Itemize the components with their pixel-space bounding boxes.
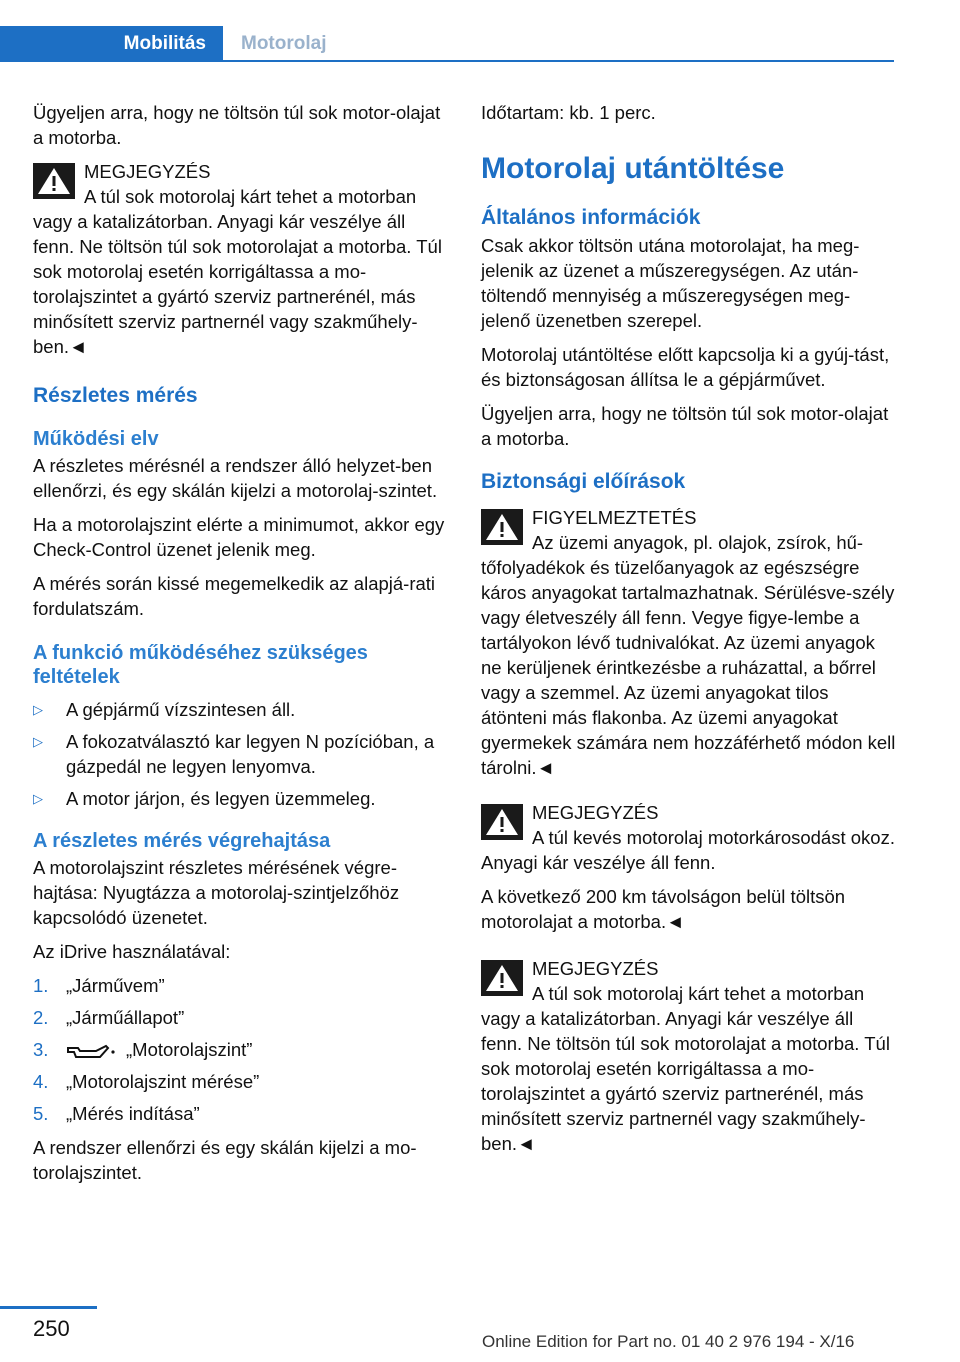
list-item: 5. „Mérés indítása” <box>33 1103 200 1124</box>
triangle-bullet-icon: ▷ <box>33 702 43 717</box>
footer-rule <box>0 1306 97 1309</box>
note-box-overfill <box>33 159 448 359</box>
list-item: ▷ A motor járjon, és legyen üzemmeleg. <box>33 788 376 809</box>
principle-paragraph-2: Ha a motorolajszint elérte a minimumot, akkor egy Check-Control üzenet jelenik meg. <box>33 514 445 560</box>
warning-triangle-icon <box>481 960 523 996</box>
principle-paragraph-3: A mérés során kissé megemelkedik az alapjá-rati fordulatszám. <box>33 573 436 619</box>
duration-paragraph: Időtartam: kb. 1 perc. <box>481 102 656 123</box>
list-item: ▷ A gépjármű vízszintesen áll. <box>33 699 296 720</box>
heading-safety-rules: Biztonsági előírások <box>481 470 686 493</box>
note-text: A következő 200 km távolságon belül töltsön motorolajat a motorba.◄ <box>481 886 846 932</box>
result-paragraph: A rendszer ellenőrzi és egy skálán kijelzi a mo-torolajszintet. <box>33 1137 417 1183</box>
warning-triangle-icon <box>33 163 75 199</box>
heading-operating-principle: Működési elv <box>33 428 159 450</box>
note-box-overfill <box>481 956 896 1156</box>
heading-oil-refill: Motorolaj utántöltése <box>481 152 785 185</box>
heading-detailed-measurement: Részletes mérés <box>33 384 198 407</box>
conditions-list <box>33 697 448 811</box>
right-column <box>481 100 896 1166</box>
note-title: MEGJEGYZÉS <box>84 161 211 182</box>
edition-note: Online Edition for Part no. 01 40 2 976 194 - X/16 <box>482 1332 855 1351</box>
warning-triangle-icon <box>481 509 523 545</box>
general-paragraph-3: Ügyeljen arra, hogy ne töltsön túl sok motor-olajat a motorba. <box>481 403 889 449</box>
principle-paragraph-1: A részletes mérésnél a rendszer álló helyzet-ben ellenőrzi, és egy skálán kijelzi a motorolaj-szintet. <box>33 455 438 501</box>
triangle-bullet-icon: ▷ <box>33 791 43 806</box>
left-column <box>33 100 448 1194</box>
note-text: A túl sok motorolaj kárt tehet a motorban vagy a katalizátorban. Anyagi kár veszélye áll fenn. Ne töltsön túl sok motorolajat a motorba. Túl sok motorolaj esetén korrigáltassa a mo-torolajszintet a gyártó szerviz partnerénél, más minősített szerviz partnernél vagy szakműhely-ben.◄ <box>481 983 890 1154</box>
warning-box-fluids <box>481 505 896 780</box>
triangle-bullet-icon: ▷ <box>33 734 43 749</box>
header-rule <box>0 60 894 62</box>
section-tab-motorolaj[interactable]: Motorolaj <box>241 33 327 54</box>
warning-text: Az üzemi anyagok, pl. olajok, zsírok, hű-tőfolyadékok és tüzelőanyagok az egészségre káros anyagokat tartalmazhatnak. Sérülésve-szély vagy életveszély áll fenn. Vegye figye-lembe a tartályokon lévő tudnivalókat. Az üzemi anyagok ne kerüljenek érintkezésbe a ruházattal, a bőrrel vagy a szemmel. Az üzemi anyagokat tilos átönteni más flakonba. Az üzemi anyagokat gyermekek számára nem hozzáférhető módon kell tárolni.◄ <box>481 532 896 778</box>
section-tab-mobilitas[interactable]: Mobilitás <box>0 26 223 62</box>
oil-can-icon <box>66 1042 116 1060</box>
execute-paragraph-1: A motorolajszint részletes mérésének végre-hajtása: Nyugtázza a motorolaj-szintjelzőhöz kapcsolódó üzenetet. <box>33 857 400 928</box>
heading-function-conditions: A funkció működéséhez szükséges feltételek <box>33 642 368 688</box>
list-item: 1. „Járművem” <box>33 975 165 996</box>
note-text: A túl sok motorolaj kárt tehet a motorban vagy a katalizátorban. Anyagi kár veszélye áll fenn. Ne töltsön túl sok motorolajat a motorba. Túl sok motorolaj esetén korrigáltassa a mo-torolajszintet a gyártó szerviz partnerénél, más minősített szerviz partnernél vagy szakműhely-ben.◄ <box>33 186 442 357</box>
note-title: MEGJEGYZÉS <box>532 802 659 823</box>
general-paragraph-2: Motorolaj utántöltése előtt kapcsolja ki a gyúj-tást, és biztonságosan állítsa le a gépjárművet. <box>481 344 890 390</box>
idrive-steps-list <box>33 973 448 1126</box>
heading-execute-measurement: A részletes mérés végrehajtása <box>33 830 331 852</box>
note-text: A túl kevés motorolaj motorkárosodást okoz. Anyagi kár veszélye áll fenn. <box>481 827 895 873</box>
note-title: MEGJEGYZÉS <box>532 958 659 979</box>
general-paragraph-1: Csak akkor töltsön utána motorolajat, ha meg-jelenik az üzenet a műszeregységen. Az után-töltendő mennyiség a műszeregységen meg-jelenő üzenetben szerepel. <box>481 235 860 331</box>
note-box-low-oil <box>481 800 896 934</box>
intro-paragraph: Ügyeljen arra, hogy ne töltsön túl sok motor-olajat a motorba. <box>33 102 441 148</box>
list-item: ▷ A fokozatválasztó kar legyen N pozícióban, a gázpedál ne legyen lenyomva. <box>33 731 435 777</box>
list-item: 2. „Járműállapot” <box>33 1007 185 1028</box>
warning-title: FIGYELMEZTETÉS <box>532 507 697 528</box>
heading-general-info: Általános információk <box>481 206 701 229</box>
warning-triangle-icon <box>481 804 523 840</box>
list-item: 4. „Motorolajszint mérése” <box>33 1071 260 1092</box>
execute-paragraph-2: Az iDrive használatával: <box>33 941 231 962</box>
page-number: 250 <box>33 1316 70 1341</box>
list-item: 3. „Motorolajszint” <box>33 1039 253 1060</box>
